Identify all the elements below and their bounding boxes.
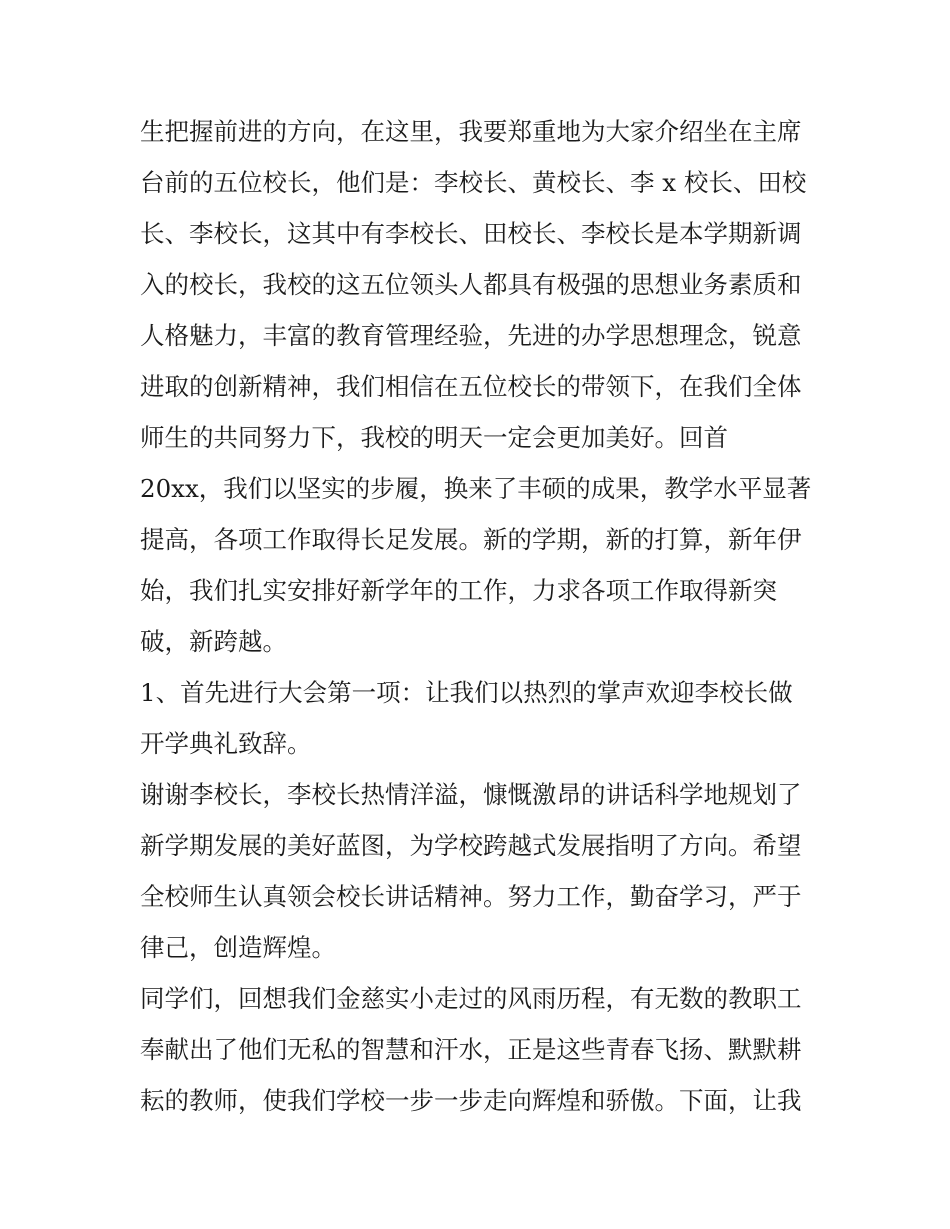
text-line: 1、首先进行大会第一项：让我们以热烈的掌声欢迎李校长做 bbox=[140, 678, 793, 707]
document-body bbox=[140, 106, 820, 1126]
text-line: 律己，创造辉煌。 bbox=[140, 933, 336, 962]
text-line: 始，我们扎实安排好新学年的工作，力求各项工作取得新突 bbox=[140, 576, 777, 605]
text-line: 耘的教师，使我们学校一步一步走向辉煌和骄傲。下面，让我 bbox=[140, 1086, 802, 1115]
text-line: 师生的共同努力下，我校的明天一定会更加美好。回首 bbox=[140, 423, 728, 452]
text-line: 长、李校长，这其中有李校长、田校长、李校长是本学期新调 bbox=[140, 219, 802, 248]
text-line: 20xx，我们以坚实的步履，换来了丰硕的成果，教学水平显著 bbox=[140, 474, 812, 503]
text-line: 开学典礼致辞。 bbox=[140, 729, 312, 758]
text-line: 谢谢李校长，李校长热情洋溢，慷慨激昂的讲话科学地规划了 bbox=[140, 780, 802, 809]
text-line: 破，新跨越。 bbox=[140, 627, 287, 656]
text-line: 新学期发展的美好蓝图，为学校跨越式发展指明了方向。希望 bbox=[140, 831, 802, 860]
text-line: 台前的五位校长，他们是：李校长、黄校长、李 x 校长、田校 bbox=[140, 168, 807, 197]
text-line: 入的校长，我校的这五位领头人都具有极强的思想业务素质和 bbox=[140, 270, 802, 299]
text-line: 提高，各项工作取得长足发展。新的学期，新的打算，新年伊 bbox=[140, 525, 802, 554]
text-line: 奉献出了他们无私的智慧和汗水，正是这些青春飞扬、默默耕 bbox=[140, 1035, 802, 1064]
text-line: 同学们，回想我们金慈实小走过的风雨历程，有无数的教职工 bbox=[140, 984, 802, 1013]
text-line: 全校师生认真领会校长讲话精神。努力工作，勤奋学习，严于 bbox=[140, 882, 802, 911]
text-line: 人格魅力，丰富的教育管理经验，先进的办学思想理念，锐意 bbox=[140, 321, 802, 350]
text-line: 生把握前进的方向，在这里，我要郑重地为大家介绍坐在主席 bbox=[140, 117, 802, 146]
text-line: 进取的创新精神，我们相信在五位校长的带领下，在我们全体 bbox=[140, 372, 802, 401]
